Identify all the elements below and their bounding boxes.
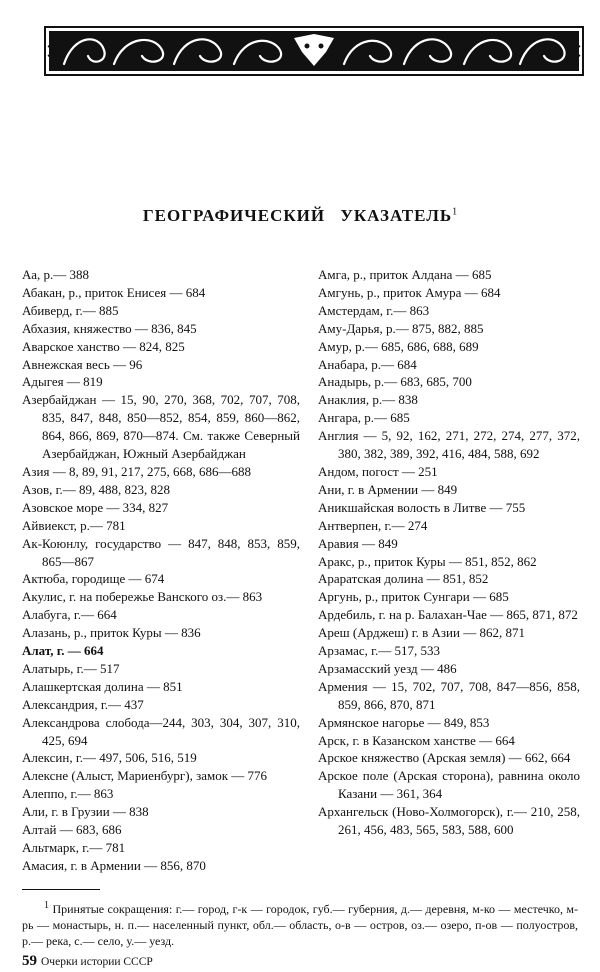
index-entry: Абхазия, княжество — 836, 845 bbox=[22, 320, 197, 336]
page-number: 59 bbox=[22, 953, 37, 969]
index-entry: Амгунь, р., приток Амура — 684 bbox=[318, 284, 501, 300]
index-entry: Андом, погост — 251 bbox=[318, 463, 438, 479]
index-entry: Алазань, р., приток Куры — 836 bbox=[22, 625, 201, 641]
index-entry: Азовское море — 334, 827 bbox=[22, 499, 169, 515]
index-entry: Аракс, р., приток Куры — 851, 852, 862 bbox=[318, 553, 537, 569]
index-entry: Ани, г. в Армении — 849 bbox=[318, 481, 458, 497]
index-entry: Али, г. в Грузии — 838 bbox=[22, 804, 149, 820]
index-entry: Алексин, г.— 497, 506, 516, 519 bbox=[22, 750, 197, 766]
index-entry: Арское княжество (Арская земля) — 662, 664 bbox=[318, 750, 571, 766]
index-entry: Азербайджан — 15, 90, 270, 368, 702, 707, 708, 835, 847, 848, 850—852, 854, 859, 860—862, 864, 866, 869, 870—874. См. также Северный Азербайджан, Южный Азербайджан bbox=[22, 392, 300, 462]
page-title bbox=[0, 206, 600, 226]
index-entry: Амга, р., приток Алдана — 685 bbox=[318, 267, 492, 282]
index-entry: Ак-Коюнлу, государство — 847, 848, 853, 859, 865—867 bbox=[22, 535, 300, 569]
index-entry: Акулис, г. на побережье Ванского оз.— 863 bbox=[22, 589, 263, 605]
index-entry: Англия — 5, 92, 162, 271, 272, 274, 277, 372, 380, 382, 389, 392, 416, 484, 588, 692 bbox=[318, 428, 580, 462]
index-entry: Алат, г. — 664 bbox=[22, 643, 104, 659]
index-entry: Арск, г. в Казанском ханстве — 664 bbox=[318, 732, 515, 748]
index-entry: Аргунь, р., приток Сунгари — 685 bbox=[318, 589, 509, 605]
book-title: Очерки истории СССР bbox=[41, 956, 153, 968]
index-entry: Аа, р.— 388 bbox=[22, 267, 89, 282]
index-entry: Ардебиль, г. на р. Балахан-Чае — 865, 871, 872 bbox=[318, 607, 578, 623]
footnote bbox=[22, 898, 578, 949]
footnote-text: Принятые сокращения: г.— город, г-к — городок, губ.— губерния, д.— деревня, м-ко — местечко, м-рь — монастырь, н. п.— населенный пункт, обл.— область, о-в — остров, оз.— озеро, п-ов — полуостров, р.— река, с.— село, у.— уезд. bbox=[22, 902, 578, 948]
index-entry: Аравия — 849 bbox=[318, 535, 398, 551]
index-entry: Александрия, г.— 437 bbox=[22, 696, 144, 712]
index-entry: Арское поле (Арская сторона), равнина около Казани — 361, 364 bbox=[318, 768, 580, 802]
index-entry: Абиверд, г.— 885 bbox=[22, 302, 119, 318]
index-entry: Аварское ханство — 824, 825 bbox=[22, 338, 185, 354]
index-entry: Алексне (Алыст, Мариенбург), замок — 776 bbox=[22, 768, 268, 784]
index-entry: Ареш (Арджеш) г. в Азии — 862, 871 bbox=[318, 625, 525, 641]
index-entry: Амстердам, г.— 863 bbox=[318, 302, 430, 318]
page-footer bbox=[22, 953, 153, 970]
footnote-rule bbox=[22, 889, 100, 890]
index-entry: Альтмарк, г.— 781 bbox=[22, 840, 126, 855]
index-entry: Антверпен, г.— 274 bbox=[318, 517, 428, 533]
index-entry: Араратская долина — 851, 852 bbox=[318, 571, 489, 587]
index-entry: Актюба, городище — 674 bbox=[22, 571, 165, 587]
title-footnote-mark: 1 bbox=[452, 206, 458, 218]
decorative-header-ornament bbox=[44, 26, 584, 76]
index-right-column bbox=[318, 266, 580, 839]
index-entry: Арзамас, г.— 517, 533 bbox=[318, 643, 440, 659]
index-entry: Алатырь, г.— 517 bbox=[22, 660, 120, 676]
index-entry: Адыгея — 819 bbox=[22, 374, 103, 390]
index-entry: Алашкертская долина — 851 bbox=[22, 678, 183, 694]
index-entry: Анадырь, р.— 683, 685, 700 bbox=[318, 374, 472, 390]
index-entry: Александрова слобода—244, 303, 304, 307, 310, 425, 694 bbox=[22, 714, 300, 748]
index-entry: Амур, р.— 685, 686, 688, 689 bbox=[318, 338, 479, 354]
index-entry: Аникшайская волость в Литве — 755 bbox=[318, 499, 526, 515]
index-entry: Ангара, р.— 685 bbox=[318, 410, 410, 426]
index-entry: Армянское нагорье — 849, 853 bbox=[318, 714, 490, 730]
index-entry: Анаклия, р.— 838 bbox=[318, 392, 418, 408]
index-entry: Анабара, р.— 684 bbox=[318, 356, 417, 372]
index-entry: Арзамасский уезд — 486 bbox=[318, 660, 457, 676]
index-entry: Аму-Дарья, р.— 875, 882, 885 bbox=[318, 320, 484, 336]
index-entry: Архангельск (Ново-Холмогорск), г.— 210, 258, 261, 456, 483, 565, 583, 588, 600 bbox=[318, 804, 580, 838]
index-entry: Айвиекст, р.— 781 bbox=[22, 517, 126, 533]
index-entry: Абакан, р., приток Енисея — 684 bbox=[22, 284, 206, 300]
footnote-mark: 1 bbox=[44, 900, 49, 911]
index-left-column bbox=[22, 266, 300, 875]
index-entry: Алеппо, г.— 863 bbox=[22, 786, 114, 802]
index-entry: Авнежская весь — 96 bbox=[22, 356, 143, 372]
index-entry: Армения — 15, 702, 707, 708, 847—856, 858, 859, 866, 870, 871 bbox=[318, 678, 580, 712]
title-text: ГЕОГРАФИЧЕСКИЙ УКАЗАТЕЛЬ bbox=[142, 206, 453, 225]
index-entry: Амасия, г. в Армении — 856, 870 bbox=[22, 857, 206, 873]
index-entry: Азов, г.— 89, 488, 823, 828 bbox=[22, 481, 170, 497]
index-entry: Азия — 8, 89, 91, 217, 275, 668, 686—688 bbox=[22, 463, 251, 479]
index-entry: Алтай — 683, 686 bbox=[22, 822, 122, 838]
index-entry: Алабуга, г.— 664 bbox=[22, 607, 117, 623]
